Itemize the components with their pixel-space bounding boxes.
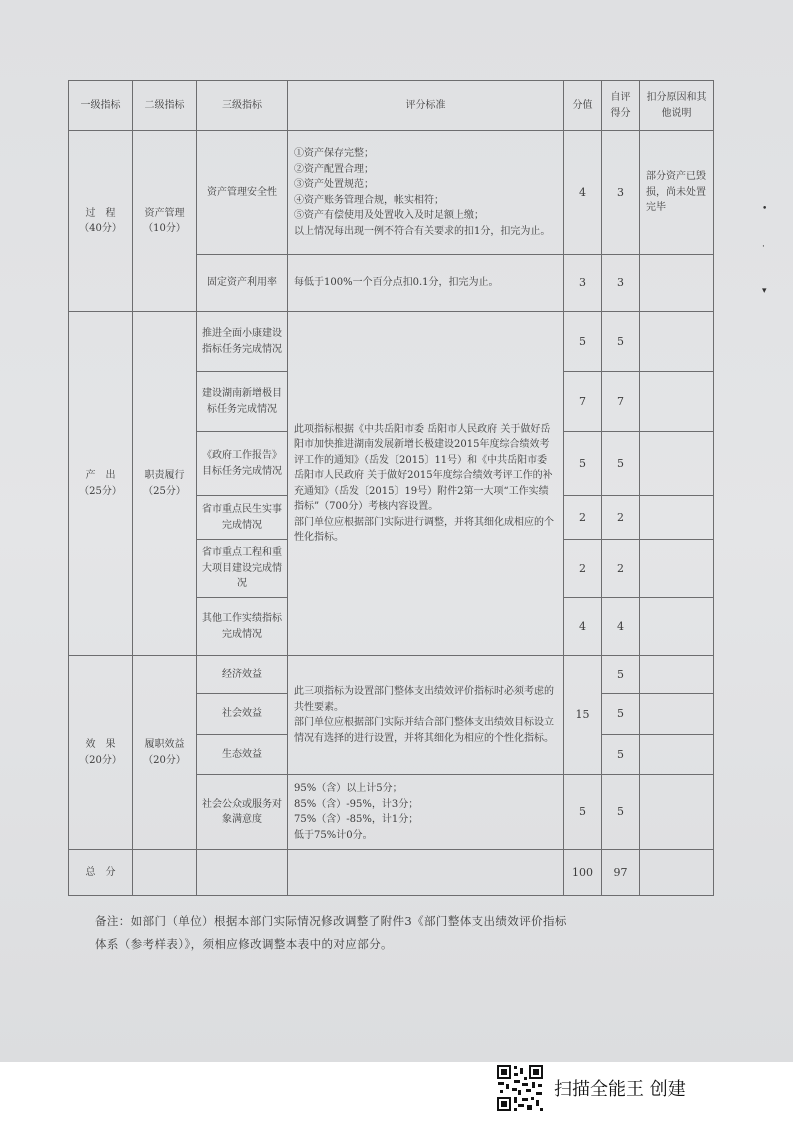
footnote-line: 备注：如部门（单位）根据本部门实际情况修改调整了附件3《部门整体支出绩效评价指标 <box>95 914 567 928</box>
output-item-remark <box>640 540 714 598</box>
output-level1-label: 产 出 <box>85 470 116 481</box>
margin-mark: ▾ <box>762 286 767 296</box>
process-level1-cell <box>69 131 133 312</box>
output-item-name: 建设湖南新增极目标任务完成情况 <box>197 372 288 432</box>
asset-utilization-value: 3 <box>564 255 602 312</box>
output-item-name: 省市重点工程和重大项目建设完成情况 <box>197 540 288 598</box>
criteria-line: ③资产处置规范； <box>294 179 374 190</box>
output-item-self: 7 <box>602 372 640 432</box>
total-empty <box>197 850 288 896</box>
effect-level1-label: 效 果 <box>85 739 116 750</box>
output-item-self: 2 <box>602 496 640 540</box>
asset-utilization-name: 固定资产利用率 <box>197 255 288 312</box>
footnote-line: 体系（参考样表）》，须相应修改调整本表中的对应部分。 <box>95 937 393 951</box>
satisfaction-self: 5 <box>602 775 640 850</box>
effect-level2-cell <box>133 656 197 850</box>
output-item-name: 省市重点民生实事完成情况 <box>197 496 288 540</box>
asset-safety-name: 资产管理安全性 <box>197 131 288 255</box>
process-level1-label: 过 程 <box>85 207 116 219</box>
asset-safety-value: 4 <box>564 131 602 255</box>
output-criteria <box>288 312 564 656</box>
total-remark <box>640 850 714 896</box>
table-row <box>69 131 714 255</box>
watermark-text: 扫描全能王 创建 <box>554 1079 686 1100</box>
satisfaction-value: 5 <box>564 775 602 850</box>
criteria-line: ②资产配置合理； <box>294 163 374 175</box>
margin-mark: · <box>762 242 765 252</box>
asset-safety-criteria <box>288 131 564 255</box>
output-item-remark <box>640 312 714 372</box>
criteria-line: 此项指标根据《中共岳阳市委 岳阳市人民政府 关于做好岳阳市加快推进湖南发展新增长极建设2015年度综合绩效考评工作的通知》（岳发〔2015〕11号）和《中共岳阳市委 岳阳市人民政府 关于做好2015年度综合绩效考评工作的补充通知》（岳发〔2015〕19号）附件2第一大项“工作实绩指标”（700分）考核内容设置。 <box>294 423 553 512</box>
effect-item-name: 社会效益 <box>197 694 288 735</box>
asset-safety-self: 3 <box>602 131 640 255</box>
total-row <box>69 850 714 896</box>
asset-utilization-remark <box>640 255 714 312</box>
output-item-value: 2 <box>564 540 602 598</box>
criteria-line: 95%（含）以上计5分； <box>294 783 403 794</box>
asset-utilization-self: 3 <box>602 255 640 312</box>
evaluation-table <box>68 80 714 896</box>
effect-level1-score: （20分） <box>79 754 122 766</box>
output-item-value: 5 <box>564 432 602 496</box>
effect-criteria <box>288 656 564 775</box>
header-level2: 二级指标 <box>133 81 197 131</box>
output-level2-score: （25分） <box>143 485 186 497</box>
satisfaction-criteria <box>288 775 564 850</box>
table-row <box>69 312 714 372</box>
output-level2-cell <box>133 312 197 656</box>
effect-group-value: 15 <box>564 656 602 775</box>
effect-item-self: 5 <box>602 694 640 735</box>
satisfaction-remark <box>640 775 714 850</box>
table-row <box>69 656 714 694</box>
header-self-score: 自评得分 <box>602 81 640 131</box>
criteria-line: ④资产账务管理合规，帐实相符； <box>294 194 444 206</box>
total-empty <box>133 850 197 896</box>
asset-safety-remark: 部分资产已毁损，尚未处置完毕 <box>640 131 714 255</box>
scanner-watermark <box>496 1062 686 1114</box>
asset-utilization-criteria: 每低于100%一个百分点扣0.1分，扣完为止。 <box>288 255 564 312</box>
header-remark: 扣分原因和其他说明 <box>640 81 714 131</box>
output-item-remark <box>640 432 714 496</box>
total-label: 总 分 <box>69 850 133 896</box>
qr-code-icon <box>496 1064 544 1112</box>
effect-item-remark <box>640 694 714 735</box>
effect-level1-cell <box>69 656 133 850</box>
output-item-remark <box>640 496 714 540</box>
criteria-line: 部门单位应根据部门实际进行调整，并将其细化成相应的个性化指标。 <box>294 516 554 543</box>
total-self-score: 97 <box>602 850 640 896</box>
footnote <box>95 910 735 956</box>
header-criteria: 评分标准 <box>288 81 564 131</box>
criteria-line: ⑤资产有偿使用及处置收入及时足额上缴； <box>294 210 484 221</box>
process-level2-cell <box>133 131 197 312</box>
output-level2-label: 职责履行 <box>144 470 185 481</box>
effect-level2-label: 履职效益 <box>144 739 185 750</box>
satisfaction-name: 社会公众或服务对象满意度 <box>197 775 288 850</box>
criteria-line: 此三项指标为设置部门整体支出绩效评价指标时必须考虑的共性要素。 <box>294 686 554 713</box>
output-item-name: 推进全面小康建设指标任务完成情况 <box>197 312 288 372</box>
process-level1-score: （40分） <box>79 223 122 234</box>
output-item-self: 5 <box>602 312 640 372</box>
effect-item-name: 经济效益 <box>197 656 288 694</box>
output-item-name: 《政府工作报告》目标任务完成情况 <box>197 432 288 496</box>
output-item-value: 4 <box>564 598 602 656</box>
process-level2-score: （10分） <box>143 223 186 234</box>
output-item-value: 7 <box>564 372 602 432</box>
output-item-self: 2 <box>602 540 640 598</box>
effect-item-remark <box>640 735 714 775</box>
total-value: 100 <box>564 850 602 896</box>
output-item-remark <box>640 372 714 432</box>
output-item-value: 2 <box>564 496 602 540</box>
total-empty <box>288 850 564 896</box>
header-level1: 一级指标 <box>69 81 133 131</box>
criteria-line: 85%（含）-95%，计3分； <box>294 798 419 810</box>
criteria-line: 以上情况每出现一例不符合有关要求的扣1分，扣完为止。 <box>294 225 551 237</box>
criteria-line: 低于75%计0分。 <box>294 829 373 841</box>
output-level1-score: （25分） <box>79 485 122 497</box>
effect-item-remark <box>640 656 714 694</box>
criteria-line: ①资产保存完整； <box>294 148 374 159</box>
effect-level2-score: （20分） <box>143 754 186 766</box>
effect-item-name: 生态效益 <box>197 735 288 775</box>
header-level3: 三级指标 <box>197 81 288 131</box>
output-item-self: 5 <box>602 432 640 496</box>
table-header-row <box>69 81 714 131</box>
output-item-name: 其他工作实绩指标完成情况 <box>197 598 288 656</box>
output-item-self: 4 <box>602 598 640 656</box>
header-value: 分值 <box>564 81 602 131</box>
output-item-remark <box>640 598 714 656</box>
effect-item-self: 5 <box>602 656 640 694</box>
output-item-value: 5 <box>564 312 602 372</box>
process-level2-label: 资产管理 <box>144 207 185 219</box>
output-level1-cell <box>69 312 133 656</box>
criteria-line: 75%（含）-85%，计1分； <box>294 814 419 825</box>
criteria-line: 部门单位应根据部门实际并结合部门整体支出绩效目标设立情况有选择的进行设置，并将其细化为相应的个性化指标。 <box>294 717 554 744</box>
margin-mark: • <box>762 204 768 214</box>
effect-item-self: 5 <box>602 735 640 775</box>
